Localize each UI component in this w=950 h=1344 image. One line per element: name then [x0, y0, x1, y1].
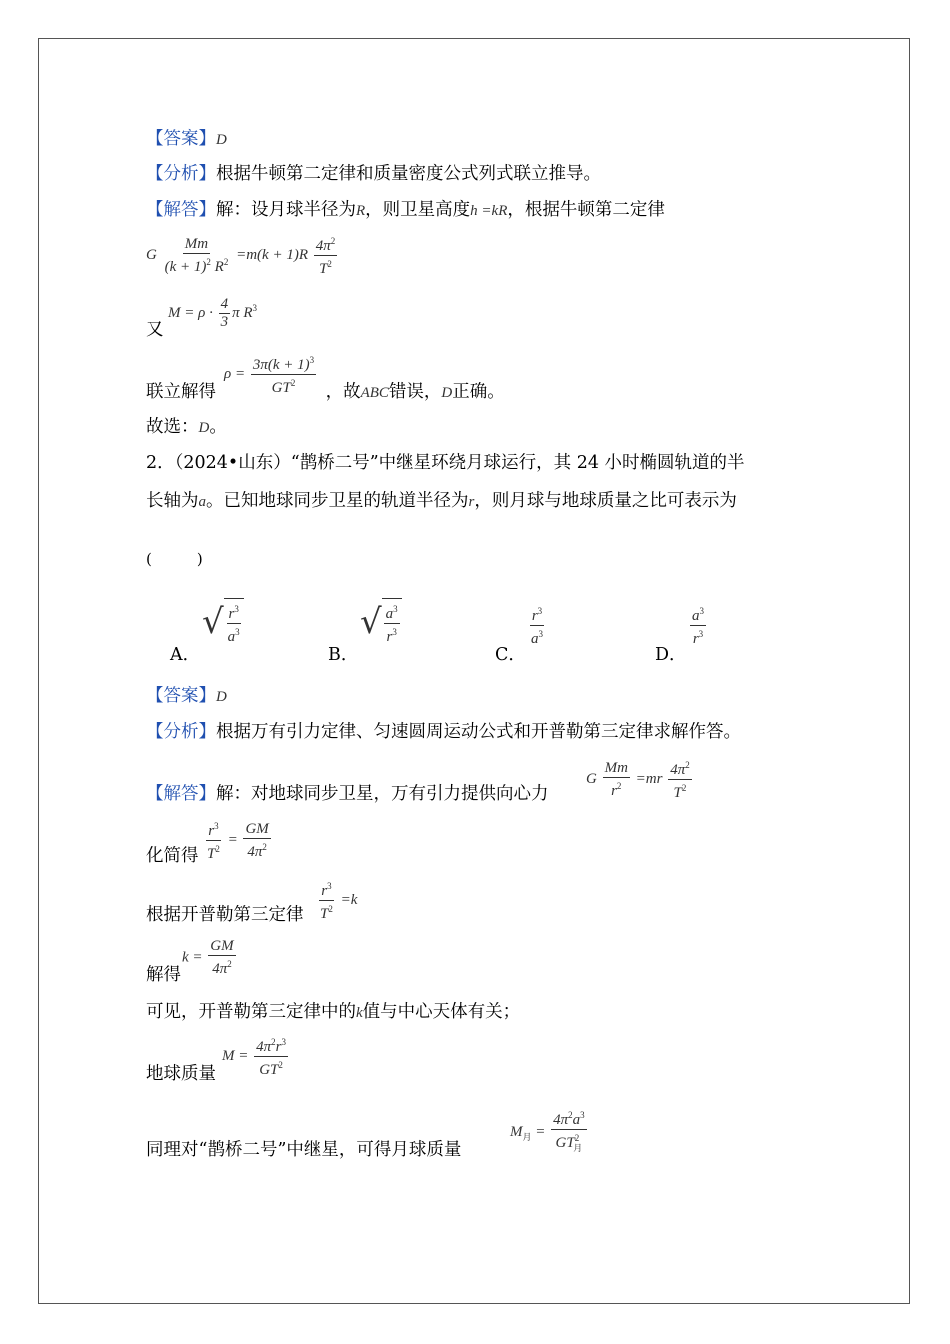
- equation-newton: G $\frac{Mm}{(k + 1)^2 R^2}$ =m(k + 1)R $\frac{4\pi^2}{T^2}$: [146, 233, 339, 278]
- math-r: r: [468, 494, 475, 510]
- text: 。: [209, 417, 227, 437]
- option-a-label: A．: [170, 645, 201, 665]
- equation-kepler: $\frac{r^3}{T^2}$ =k: [316, 878, 357, 923]
- kejian-line: [146, 1001, 520, 1024]
- kaipule-label: 根据开普勒第三定律: [146, 905, 304, 925]
- solution-text: 解：设月球半径为: [216, 200, 356, 220]
- math-D: D: [198, 420, 210, 436]
- analysis-text: 根据牛顿第二定律和质量密度公式列式联立推导。: [216, 164, 601, 184]
- solution-tag: 【解答】: [146, 784, 216, 804]
- text: 正确。: [452, 382, 505, 402]
- diqiu-label: 地球质量: [146, 1064, 216, 1084]
- huajian-label: 化简得: [146, 846, 199, 866]
- q1-result-line: [146, 381, 505, 404]
- page-border: [38, 38, 910, 1304]
- answer-tag: 【答案】: [146, 686, 216, 706]
- solution-tag: 【解答】: [146, 200, 216, 220]
- math-a: a: [198, 494, 206, 510]
- option-b-label: B．: [328, 645, 359, 665]
- q1-analysis-line: [146, 163, 601, 185]
- text: 值与中心天体有关；: [362, 1002, 521, 1022]
- q2-analysis-line: [146, 721, 741, 743]
- you-label: 又: [146, 320, 164, 340]
- q2-stem-line2: [146, 490, 737, 513]
- text: 错误，: [388, 382, 442, 402]
- q2-stem-line1: 2．（2024•山东）“鹊桥二号”中继星环绕月球运行，其 24 小时椭圆轨道的半: [146, 453, 745, 473]
- option-b-formula: √ $\frac{a^3}{r^3}$: [360, 598, 402, 646]
- text: 。已知地球同步卫星的轨道半径为: [206, 491, 469, 511]
- solution-text: 解：对地球同步卫星，万有引力提供向心力: [216, 784, 549, 804]
- text: 长轴为: [146, 491, 199, 511]
- text: ，则月球与地球质量之比可表示为: [474, 491, 737, 511]
- q1-choice-line: [146, 416, 227, 439]
- q2-paren: ( ): [146, 550, 203, 568]
- math-k: k: [356, 1005, 363, 1021]
- jiede-label: 解得: [146, 965, 181, 985]
- q2-answer-line: [146, 685, 227, 708]
- tongli-line: 同理对“鹊桥二号”中继星，可得月球质量: [146, 1140, 462, 1160]
- equation-earth-mass: M = $\frac{4\pi^2r^3}{GT^2}$: [222, 1034, 290, 1079]
- math-R: R: [356, 203, 366, 219]
- equation-simplified: $\frac{r^3}{T^2}$ = $\frac{GM}{4\pi^2}$: [203, 818, 273, 863]
- solution-text: ，根据牛顿第二定律: [507, 200, 665, 220]
- text: ，故: [325, 382, 361, 402]
- equation-k: k = $\frac{GM}{4\pi^2}$: [182, 938, 234, 977]
- q2-solution-line: [146, 783, 549, 805]
- q1-answer-line: [146, 128, 227, 151]
- analysis-text: 根据万有引力定律、匀速圆周运动公式和开普勒第三定律求解作答。: [216, 722, 741, 742]
- equation-mass: M = ρ · $\frac{4}{3}$ π $R^3$: [168, 296, 258, 330]
- math-h: h =kR: [470, 203, 508, 219]
- text: 可见，开普勒第三定律中的: [146, 1002, 356, 1022]
- option-a-formula: √ $\frac{r^3}{a^3}$: [202, 598, 244, 646]
- q1-solution-line: [146, 199, 665, 222]
- answer-value: D: [216, 689, 227, 705]
- equation-moon-mass: $M_月$ = $\frac{4\pi^2a^3}{GT^2_月}$: [510, 1107, 589, 1158]
- lianli-label: 联立解得: [146, 382, 216, 402]
- option-d-label: D．: [655, 645, 687, 665]
- option-c-label: C．: [495, 645, 526, 665]
- text: 故选：: [146, 417, 199, 437]
- math-ABC: ABC: [360, 385, 389, 401]
- solution-text: ，则卫星高度: [365, 200, 471, 220]
- equation-density: ρ = $\frac{3\pi(k + 1)^3}{GT^2}$: [224, 352, 318, 397]
- answer-value: D: [216, 132, 227, 148]
- option-d-formula: $\frac{a^3}{r^3}$: [688, 603, 708, 648]
- equation-gravitation: G $\frac{Mm}{r^2}$ =mr $\frac{4\pi^2}{T^2}$: [586, 757, 694, 802]
- answer-tag: 【答案】: [146, 129, 216, 149]
- option-c-formula: $\frac{r^3}{a^3}$: [527, 603, 547, 648]
- analysis-tag: 【分析】: [146, 722, 216, 742]
- math-D: D: [441, 385, 453, 401]
- analysis-tag: 【分析】: [146, 164, 216, 184]
